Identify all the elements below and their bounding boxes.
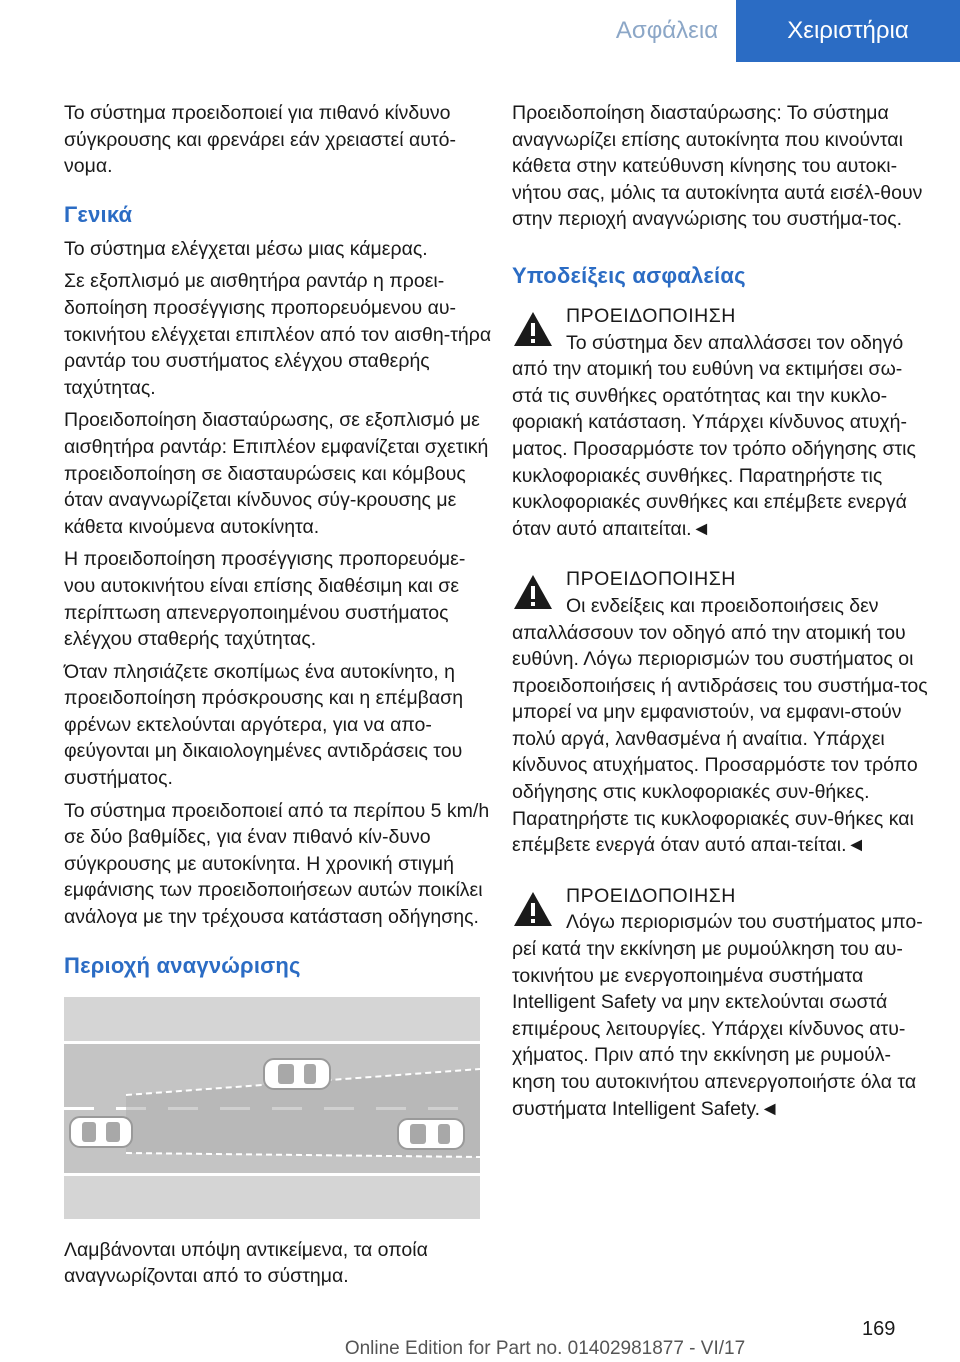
edition-footer: Online Edition for Part no. 01402981877 - VI/17 xyxy=(344,1338,746,1359)
warning-text: Λόγω περιορισμών του συστήματος μπο- xyxy=(566,911,923,934)
detected-car-icon xyxy=(264,1059,330,1089)
warning-label: ΠΡΟΕΙΔΟΠΟΙΗΣΗ xyxy=(566,568,736,591)
section-tab[interactable]: Ασφάλεια xyxy=(615,17,719,44)
heading-safety-notes: Υποδείξεις ασφαλείας xyxy=(512,262,746,288)
warning-label: ΠΡΟΕΙΔΟΠΟΙΗΣΗ xyxy=(566,884,736,907)
warning-triangle-icon xyxy=(512,889,554,929)
paragraph: Το σύστημα προειδοποιεί από τα περίπου 5 km/h σε δύο βαθμίδες, για έναν πιθανό κίν-δυνο σύγκρουσης με αυτοκίνητα. Η χρονική στιγμή εμφάνισης των προειδοποιήσεων αυτών ποικίλει ανάλογα με την τρέχουσα κατάσταση οδήγησης. xyxy=(64,799,490,929)
paragraph: Όταν πλησιάζετε σκοπίμως ένα αυτοκίνητο, η προειδοποίηση πρόσκρουσης και η επέμβαση φρένων εκτελούνται αργότερα, για να απο-φεύγονται μη δικαιολογημένες αντιδράσεις του συστήματος. xyxy=(64,660,464,790)
page-number: 169 xyxy=(862,1318,896,1340)
warning-triangle-icon xyxy=(512,572,554,612)
warning-block xyxy=(512,883,932,1122)
left-column xyxy=(64,100,494,1296)
warning-text: Το σύστημα δεν απαλλάσσει τον οδηγό xyxy=(566,331,904,354)
right-column xyxy=(512,100,932,1122)
warning-block xyxy=(512,303,932,542)
intro-paragraph: Το σύστημα προειδοποιεί για πιθανό κίνδυνο σύγκρουσης και φρενάρει εάν χρειαστεί αυτό-νομα. xyxy=(64,102,456,178)
chapter-tab[interactable]: Χειριστήρια xyxy=(736,0,960,62)
paragraph: Προειδοποίηση διασταύρωσης: Το σύστημα αναγνωρίζει επίσης αυτοκίνητα που κινούνται κάθετα στην κατεύθυνση κίνησης του αυτοκι-νήτου σας, μόλις τα αυτοκίνητα αυτά εισέλ-θουν στην περιοχή αναγνώρισης του συστήμα-τος. xyxy=(512,102,923,231)
heading-general: Γενικά xyxy=(64,201,133,227)
road-diagram xyxy=(64,997,480,1219)
paragraph: Το σύστημα ελέγχεται μέσω μιας κάμερας. xyxy=(64,237,428,260)
paragraph: Σε εξοπλισμό με αισθητήρα ραντάρ η προει-δοποίηση προσέγγισης προπορευόμενου αυ-τοκινήτου ελέγχεται επιπλέον από τον αισθη-τήρα ραντάρ του συστήματος ελέγχου σταθερής ταχύτητας. xyxy=(64,270,492,399)
warning-text: από την ατομική του ευθύνη να εκτιμήσει σω-στά τις συνθήκες ορατότητας και την κυκλο-φοριακή κατάσταση. Υπάρχει κίνδυνος ατυχή-ματος. Προσαρμόστε τον τρόπο οδήγησης στις κυκλοφοριακές συνθήκες. Παρατηρήστε τις κυκλοφοριακές συνθήκες και επέμβετε ενεργά όταν αυτό απαιτείται.◄ xyxy=(512,358,916,540)
own-car-icon xyxy=(70,1117,132,1147)
warning-label: ΠΡΟΕΙΔΟΠΟΙΗΣΗ xyxy=(566,304,736,327)
figure-caption: Λαμβάνονται υπόψη αντικείμενα, τα οποία αναγνωρίζονται από το σύστημα. xyxy=(64,1238,428,1288)
other-car-icon xyxy=(398,1119,464,1149)
road-edge-bottom xyxy=(64,1173,480,1176)
warning-text: απαλλάσσουν τον οδηγό από την ατομική του ευθύνη. Λόγω περιορισμών του συστήματος οι προειδοποιήσεις ή αντιδράσεις του συστήμα-τος μπορεί να μην εμφανιστούν, να εμφανι-στούν πολύ αργά, λανθασμένα ή αναίτια. Υπάρχει κίνδυνος ατυχήματος. Προσαρμόστε τον τρόπο οδήγησης στις κυκλοφοριακές συν-θήκες. Παρατηρήστε τις κυκλοφοριακές συν-θήκες και επέμβετε ενεργά όταν αυτό απαι-τείται.◄ xyxy=(512,621,928,857)
warning-triangle-icon xyxy=(512,309,554,349)
paragraph: Η προειδοποίηση προσέγγισης προπορευόμε-νου αυτοκινήτου είναι επίσης διαθέσιμη και σε περίπτωση απενεργοποιημένου συστήματος ελέγχου σταθερής ταχύτητας. xyxy=(64,548,466,651)
warning-text: Οι ενδείξεις και προειδοποιήσεις δεν xyxy=(566,594,879,617)
detection-area-illustration xyxy=(64,997,480,1219)
heading-detection-area: Περιοχή αναγνώρισης xyxy=(64,952,301,978)
road-edge-top xyxy=(64,1041,480,1044)
paragraph: Προειδοποίηση διασταύρωσης, σε εξοπλισμό με αισθητήρα ραντάρ: Επιπλέον εμφανίζεται σχετική προειδοποίηση σε διασταυρώσεις και κόμβους όταν αναγνωρίζεται κίνδυνος σύγ-κρουσης με κάθετα κινούμενα αυτοκίνητα. xyxy=(64,409,489,538)
warning-block xyxy=(512,566,932,859)
page-header xyxy=(0,0,960,62)
warning-text: ρεί κατά την εκκίνηση με ρυμούλκηση του αυ-τοκινήτου με ενεργοποιημένα συστήματα Intelligent Safety να μην εκτελούνται σωστά επιμέρους λειτουργίες. Υπάρχει κίνδυνος ατυ-χήματος. Πριν από την εκκίνηση με ρυμούλ-κηση του αυτοκινήτου απενεργοποιήστε όλα τα συστήματα Intelligent Safety.◄ xyxy=(512,938,917,1120)
